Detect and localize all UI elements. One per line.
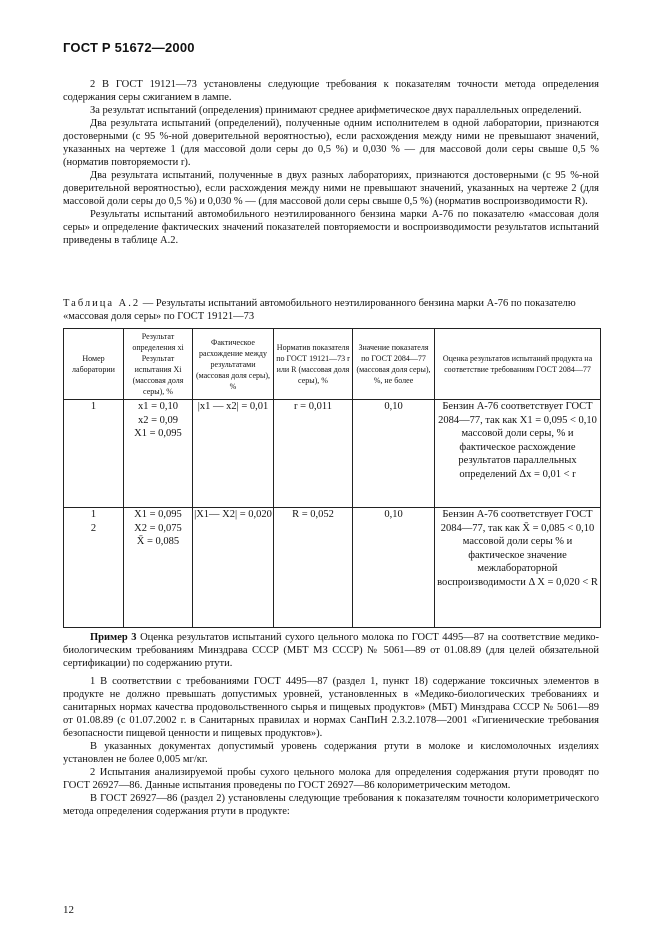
column-header: Значение показателя по ГОСТ 2084—77 (массовая доля серы), %, не более: [353, 329, 435, 400]
results-cell: x1 = 0,10 x2 = 0,09 X1 = 0,095: [124, 400, 193, 508]
table-caption: [63, 297, 599, 323]
lab-number-cell: 1: [64, 400, 124, 508]
norm-cell: R = 0,052: [274, 508, 353, 628]
table-header-row: [64, 329, 601, 400]
paragraph: В указанных документах допустимый уровень содержания ртути в молоке и кисломолочных изделиях установлен не более 0,005 мг/кг.: [63, 741, 599, 765]
limit-cell: 0,10: [353, 508, 435, 628]
norm-cell: r = 0,011: [274, 400, 353, 508]
discrepancy-cell: |X1— X2| = 0,020: [193, 508, 274, 628]
page-number: 12: [63, 904, 74, 916]
table-caption-label: Таблица А.2: [63, 298, 141, 309]
example-paragraph: [63, 631, 599, 670]
lab-number-cell: 1 2: [64, 508, 124, 628]
paragraph: Два результата испытаний, полученные в двух разных лабораториях, признаются достоверными (с 95 %-ной доверительной вероятностью), если расхождения между ними не превышают значений, указанных на чертеже 2 (для массовой доли серы до 0,5 %) и 0,030 % — (для массовой доли серы свыше 0,5 %) (норматив воспроизводимости R).: [63, 170, 599, 207]
column-header: Фактическое расхождение между результатами (массовая доля серы), %: [193, 329, 274, 400]
table-row: [64, 400, 601, 508]
paragraph: 2 Испытания анализируемой пробы сухого цельного молока для определения содержания ртути проводят по ГОСТ 26927—86. Данные испытания проведены по ГОСТ 26927—86 колориметрическим методом.: [63, 767, 599, 791]
column-header: Норматив показателя по ГОСТ 19121—73 r или R (массовая доля серы), %: [274, 329, 353, 400]
evaluation-cell: Бензин А-76 соответствует ГОСТ 2084—77, так как X̄ = 0,085 < 0,10 массовой доли серы % и фактическое значение межлабораторной воспроизводимости Δ X = 0,020 < R: [435, 508, 601, 628]
paragraph: Результаты испытаний автомобильного неэтилированного бензина марки А-76 по показателю «массовая доля серы» и определение фактических значений показателей повторяемости и воспроизводимости результатов испытаний приведены в таблице А.2.: [63, 209, 599, 246]
table-row: [64, 508, 601, 628]
document-header: ГОСТ Р 51672—2000: [63, 40, 195, 55]
paragraph: За результат испытаний (определения) принимают среднее арифметическое двух параллельных определений.: [90, 105, 582, 116]
intro-text: [63, 78, 599, 247]
paragraph: Два результата испытаний (определений), полученные одним исполнителем в одной лаборатории, признаются достоверными (с 95 %-ной доверительной вероятностью), если расхождения между ними не превышают значений, указанных на чертеже 1 (для массовой доли серы до 0,5 %) и 0,030 % — для массовой доли серы свыше 0,5 % (норматив повторяемости r).: [63, 118, 599, 168]
evaluation-cell: Бензин А-76 соответствует ГОСТ 2084—77, так как X1 = 0,095 < 0,10 массовой доли серы, % и фактическое расхождение результатов параллельных определений Δx = 0,01 < r: [435, 400, 601, 508]
column-header: Результат определения xi Результат испытания Xi (массовая доля серы), %: [124, 329, 193, 400]
discrepancy-cell: |x1 — x2| = 0,01: [193, 400, 274, 508]
results-cell: X1 = 0,095 X2 = 0,075 X̄ = 0,085: [124, 508, 193, 628]
example-label: Пример 3: [90, 632, 137, 643]
column-header: Номер лаборатории: [64, 329, 124, 400]
example-section: [63, 631, 599, 818]
paragraph: 2 В ГОСТ 19121—73 установлены следующие требования к показателям точности метода определения содержания серы сжиганием в лампе.: [63, 79, 599, 103]
paragraph: 1 В соответствии с требованиями ГОСТ 4495—87 (раздел 1, пункт 18) содержание токсичных элементов в продукте не должно превышать допустимых уровней, установленных в «Медико-биологических требованиях и санитарных нормах качества продовольственного сырья и пищевых продуктов» (МБТ) Минздрава СССР № 5061—89 от 01.08.89 (с 01.07.2002 г. в Санитарных правилах и нормах СанПиН 2.3.2.1078—2001 «Гигиенические требования безопасности пищевой ценности и пищевых продуктов»).: [63, 676, 599, 739]
limit-cell: 0,10: [353, 400, 435, 508]
table-caption-text: — Результаты испытаний автомобильного неэтилированного бензина марки А-76 по показателю «массовая доля серы» по ГОСТ 19121—73: [63, 298, 576, 322]
column-header: Оценка результатов испытаний продукта на соответствие требованиям ГОСТ 2084—77: [435, 329, 601, 400]
paragraph: В ГОСТ 26927—86 (раздел 2) установлены следующие требования к показателям точности колориметрического метода определения содержания ртути в продукте:: [63, 793, 599, 817]
results-table: [63, 328, 601, 628]
example-text: Оценка результатов испытаний сухого цельного молока по ГОСТ 4495—87 на соответствие медико-биологическим требованиям Минздрава СССР (МБТ МЗ СССР) № 5061—89 от 01.08.89 (для целей обязательной сертификации) по содержанию ртути.: [63, 632, 599, 669]
